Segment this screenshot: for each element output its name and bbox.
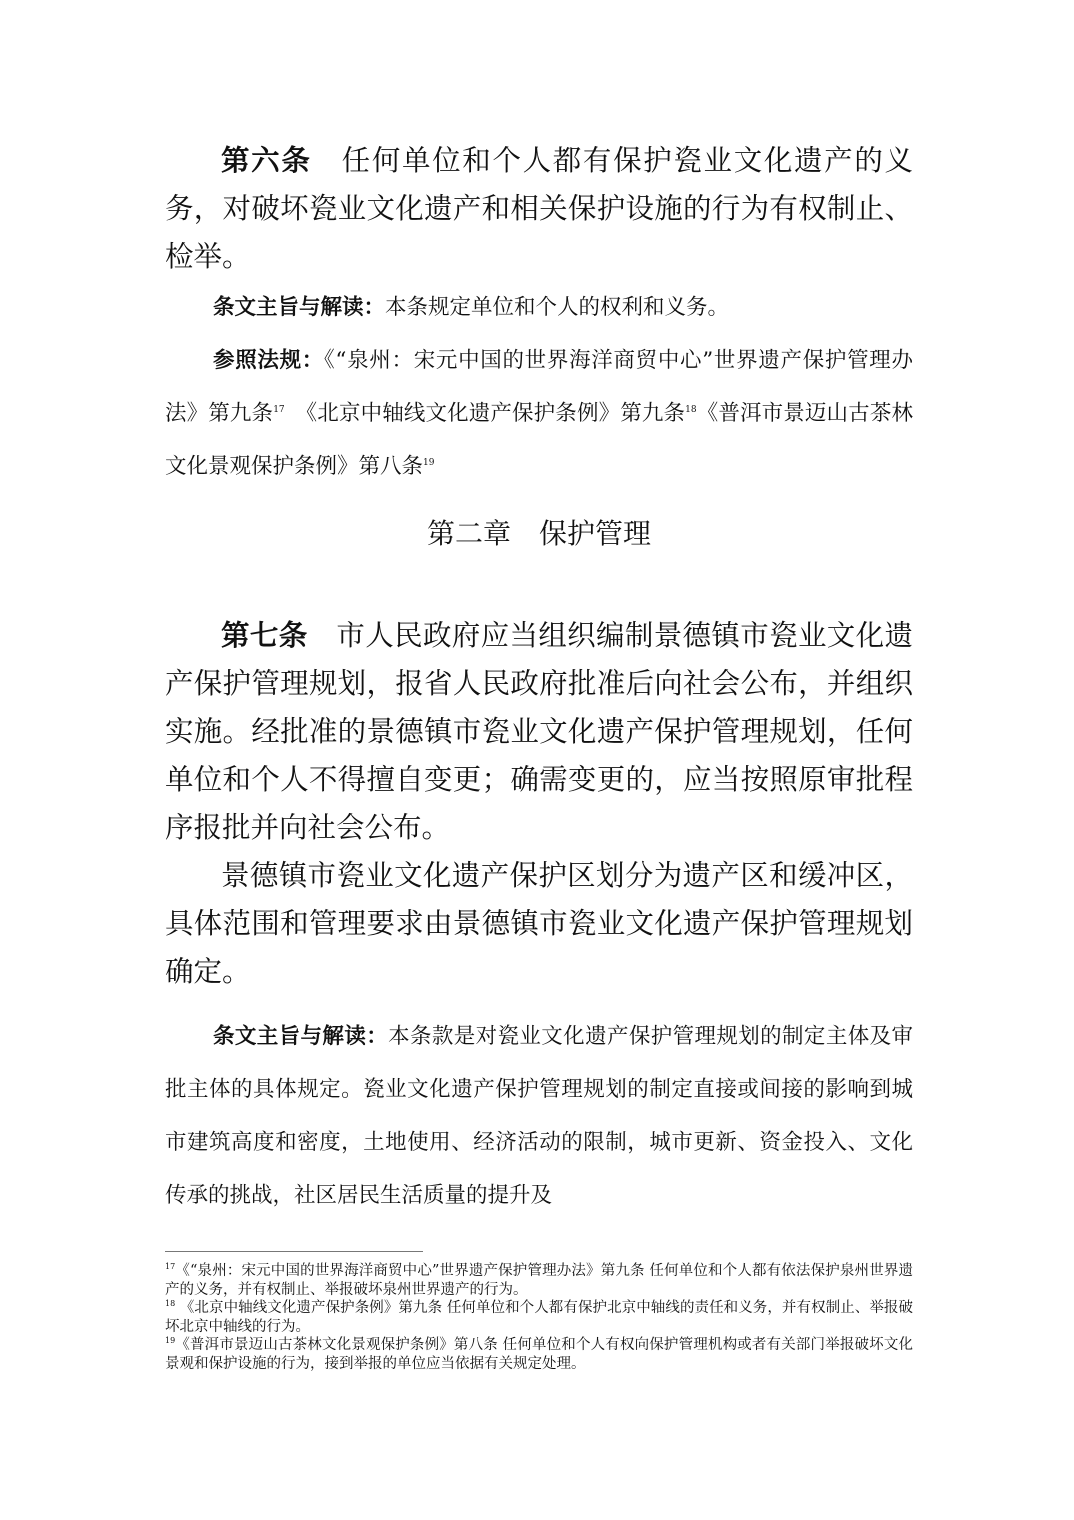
references-label: 参照法规：: [213, 348, 324, 373]
interpretation-label: 条文主旨与解读：: [213, 1024, 389, 1049]
footnote-ref-19[interactable]: 19: [423, 457, 435, 468]
article-7-paragraph-1: [165, 612, 913, 852]
article-6-text: 任何单位和个人都有保护瓷业文化遗产的义务，对破坏瓷业文化遗产和相关保护设施的行为有权制止、检举。: [165, 144, 913, 273]
footnote-ref-17[interactable]: 17: [273, 404, 285, 415]
footnote-text: 《“泉州：宋元中国的世界海洋商贸中心”世界遗产保护管理办法》第九条 任何单位和个人都有依法保护泉州世界遗产的义务，并有权制止、举报破坏泉州世界遗产的行为。: [165, 1263, 913, 1298]
footnotes: [165, 1262, 913, 1373]
reference-quanzhou: 《“泉州：宋元中国的世界海洋商贸中心”世界遗产保护管理办法》第九条: [165, 348, 913, 426]
footnote-ref-18[interactable]: 18: [685, 404, 697, 415]
footnote-number: 17: [165, 1262, 176, 1272]
reference-puer: 《普洱市景迈山古茶林文化景观保护条例》第八条: [165, 401, 913, 479]
article-7-interpretation: [165, 1010, 913, 1222]
footnote-17: [165, 1262, 913, 1299]
reference-beijing: 《北京中轴线文化遗产保护条例》第九条: [306, 401, 686, 426]
article-7-notes: [165, 1010, 913, 1222]
footnote-19: [165, 1336, 913, 1373]
footnote-text: 《北京中轴线文化遗产保护条例》第九条 任何单位和个人都有保护北京中轴线的责任和义务，并有权制止、举报破坏北京中轴线的行为。: [165, 1300, 913, 1335]
footnote-divider: [165, 1251, 423, 1252]
footnote-text: 《普洱市景迈山古茶林文化景观保护条例》第八条 任何单位和个人有权向保护管理机构或者有关部门举报破坏文化景观和保护设施的行为，接到举报的单位应当依据有关规定处理。: [165, 1337, 913, 1372]
interpretation-text: 本条规定单位和个人的权利和义务。: [385, 295, 730, 320]
interpretation-text: 本条款是对瓷业文化遗产保护管理规划的制定主体及审批主体的具体规定。瓷业文化遗产保护管理规划的制定直接或间接的影响到城市建筑高度和密度，土地使用、经济活动的限制，城市更新、资金投入、文化传承的挑战，社区居民生活质量的提升及: [165, 1024, 913, 1208]
interpretation-label: 条文主旨与解读：: [213, 295, 386, 320]
article-6-heading: 第六条: [221, 144, 312, 177]
article-6-paragraph: [165, 137, 913, 281]
footnote-number: 19: [165, 1336, 176, 1346]
article-7-paragraph-2: 景德镇市瓷业文化遗产保护区划分为遗产区和缓冲区，具体范围和管理要求由景德镇市瓷业文化遗产保护管理规划确定。: [165, 859, 913, 988]
chapter-heading: 第二章 保护管理: [426, 517, 651, 550]
article-7-heading: 第七条: [221, 619, 308, 652]
footnote-18: [165, 1299, 913, 1336]
article-6: [165, 137, 913, 281]
article-6-interpretation: [165, 281, 913, 334]
article-6-references: [165, 334, 913, 493]
footnote-number: 18: [165, 1299, 176, 1309]
article-7-text: 市人民政府应当组织编制景德镇市瓷业文化遗产保护管理规划，报省人民政府批准后向社会公布，并组织实施。经批准的景德镇市瓷业文化遗产保护管理规划，任何单位和个人不得擅自变更；确需变更的，应当按照原审批程序报批并向社会公布。: [165, 619, 913, 844]
article-7: [165, 612, 913, 996]
article-6-notes: [165, 281, 913, 493]
